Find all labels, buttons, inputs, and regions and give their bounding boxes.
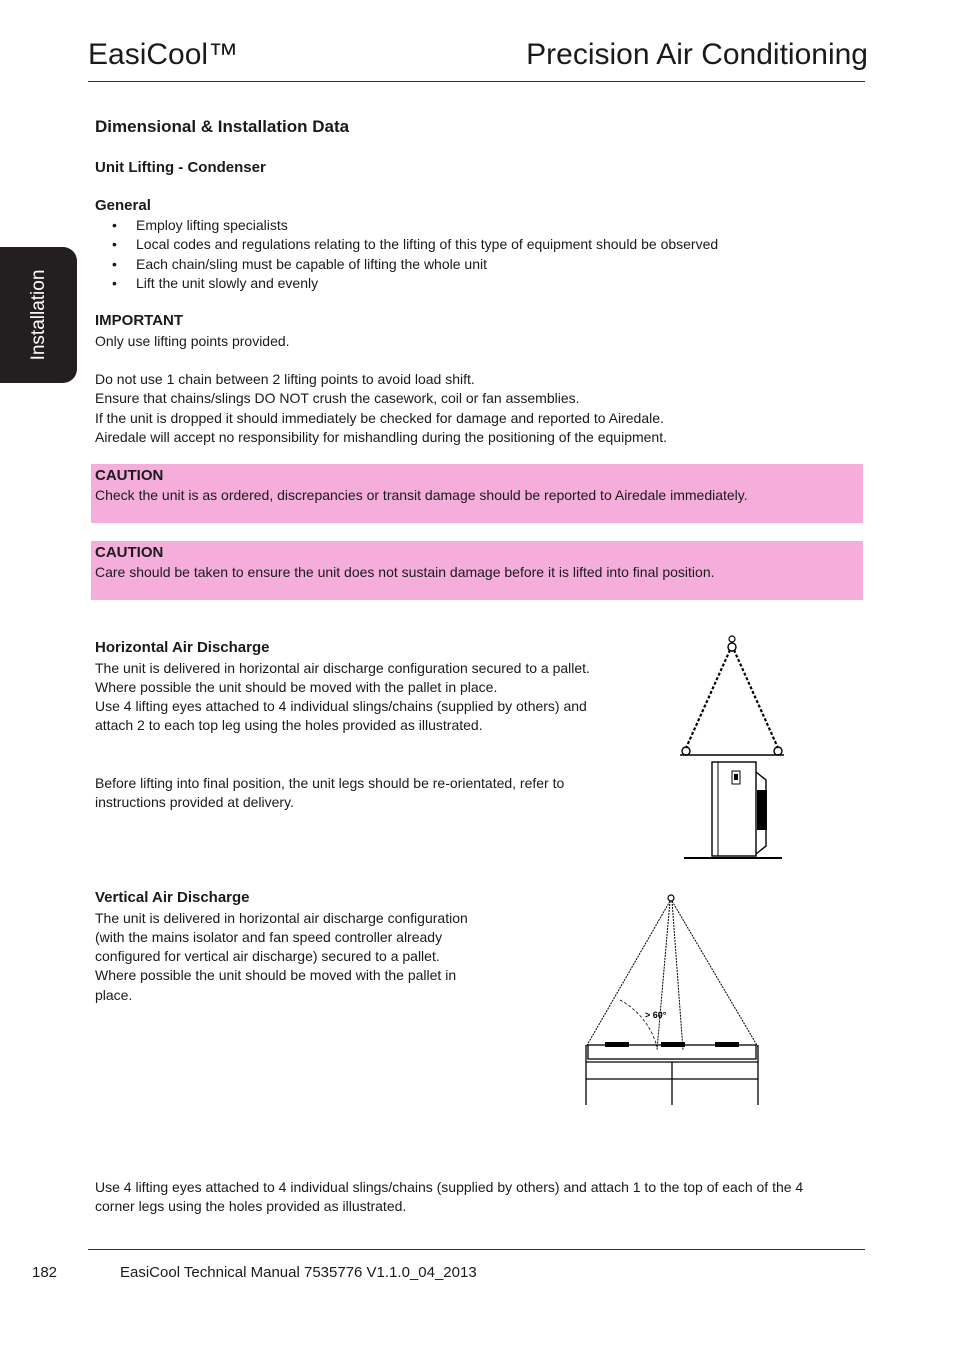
important-line: Only use lifting points provided. bbox=[95, 333, 290, 349]
horizontal-line: Where possible the unit should be moved with the pallet in place. bbox=[95, 679, 498, 695]
general-bullet-list bbox=[112, 216, 718, 294]
list-item: • Employ lifting specialists bbox=[112, 216, 718, 235]
horizontal-line: instructions provided at delivery. bbox=[95, 794, 294, 810]
side-tab-installation bbox=[0, 247, 77, 383]
horizontal-line: The unit is delivered in horizontal air discharge configuration secured to a pallet. bbox=[95, 660, 590, 676]
list-item: • Local codes and regulations relating to the lifting of this type of equipment should be observed bbox=[112, 235, 718, 254]
header-rule bbox=[88, 81, 865, 82]
section-title: Dimensional & Installation Data bbox=[95, 117, 350, 136]
horizontal-heading: Horizontal Air Discharge bbox=[95, 639, 270, 656]
subsection-title: Unit Lifting - Condenser bbox=[95, 159, 266, 176]
horizontal-line: attach 2 to each top leg using the holes provided as illustrated. bbox=[95, 717, 483, 733]
important-line: If the unit is dropped it should immediately be checked for damage and reported to Airedale. bbox=[95, 410, 664, 426]
vertical-line: The unit is delivered in horizontal air discharge configuration bbox=[95, 910, 468, 926]
page-number: 182 bbox=[32, 1264, 58, 1281]
vertical-line: (with the mains isolator and fan speed controller already bbox=[95, 929, 443, 945]
important-line: Ensure that chains/slings DO NOT crush the casework, coil or fan assemblies. bbox=[95, 390, 580, 406]
vertical-lifting-diagram bbox=[575, 890, 770, 1110]
important-line: Do not use 1 chain between 2 lifting points to avoid load shift. bbox=[95, 371, 475, 387]
caution-body: Check the unit is as ordered, discrepancies or transit damage should be reported to Airedale immediately. bbox=[95, 487, 748, 503]
vertical-line: Where possible the unit should be moved with the pallet in bbox=[95, 967, 457, 983]
vertical-closing-line: Use 4 lifting eyes attached to 4 individual slings/chains (supplied by others) and attach 1 to the top of each of the 4 bbox=[95, 1179, 804, 1195]
vertical-line: place. bbox=[95, 987, 133, 1003]
header-right-title: Precision Air Conditioning bbox=[526, 38, 868, 71]
side-tab-label: Installation bbox=[28, 269, 49, 361]
vertical-closing-line: corner legs using the holes provided as illustrated. bbox=[95, 1198, 407, 1214]
vertical-line: configured for vertical air discharge) secured to a pallet. bbox=[95, 948, 440, 964]
list-item: • Lift the unit slowly and evenly bbox=[112, 274, 718, 293]
caution-title: CAUTION bbox=[95, 467, 164, 484]
footer-title: EasiCool Technical Manual 7535776 V1.1.0_04_2013 bbox=[120, 1264, 477, 1281]
general-heading: General bbox=[95, 197, 151, 214]
horizontal-line: Before lifting into final position, the unit legs should be re-orientated, refer to bbox=[95, 775, 565, 791]
list-item: • Each chain/sling must be capable of lifting the whole unit bbox=[112, 255, 718, 274]
horizontal-line: Use 4 lifting eyes attached to 4 individual slings/chains (supplied by others) and bbox=[95, 698, 587, 714]
caution-box bbox=[91, 464, 863, 523]
horizontal-lifting-diagram bbox=[670, 630, 800, 865]
angle-label: > 60° bbox=[645, 1010, 667, 1020]
caution-box bbox=[91, 541, 863, 600]
vertical-heading: Vertical Air Discharge bbox=[95, 889, 250, 906]
footer-rule bbox=[88, 1249, 865, 1250]
header-left-title: EasiCool™ bbox=[88, 38, 239, 71]
important-line: Airedale will accept no responsibility for mishandling during the positioning of the equipment. bbox=[95, 429, 667, 445]
caution-body: Care should be taken to ensure the unit does not sustain damage before it is lifted into final position. bbox=[95, 564, 715, 580]
caution-title: CAUTION bbox=[95, 544, 164, 561]
important-heading: IMPORTANT bbox=[95, 312, 184, 329]
